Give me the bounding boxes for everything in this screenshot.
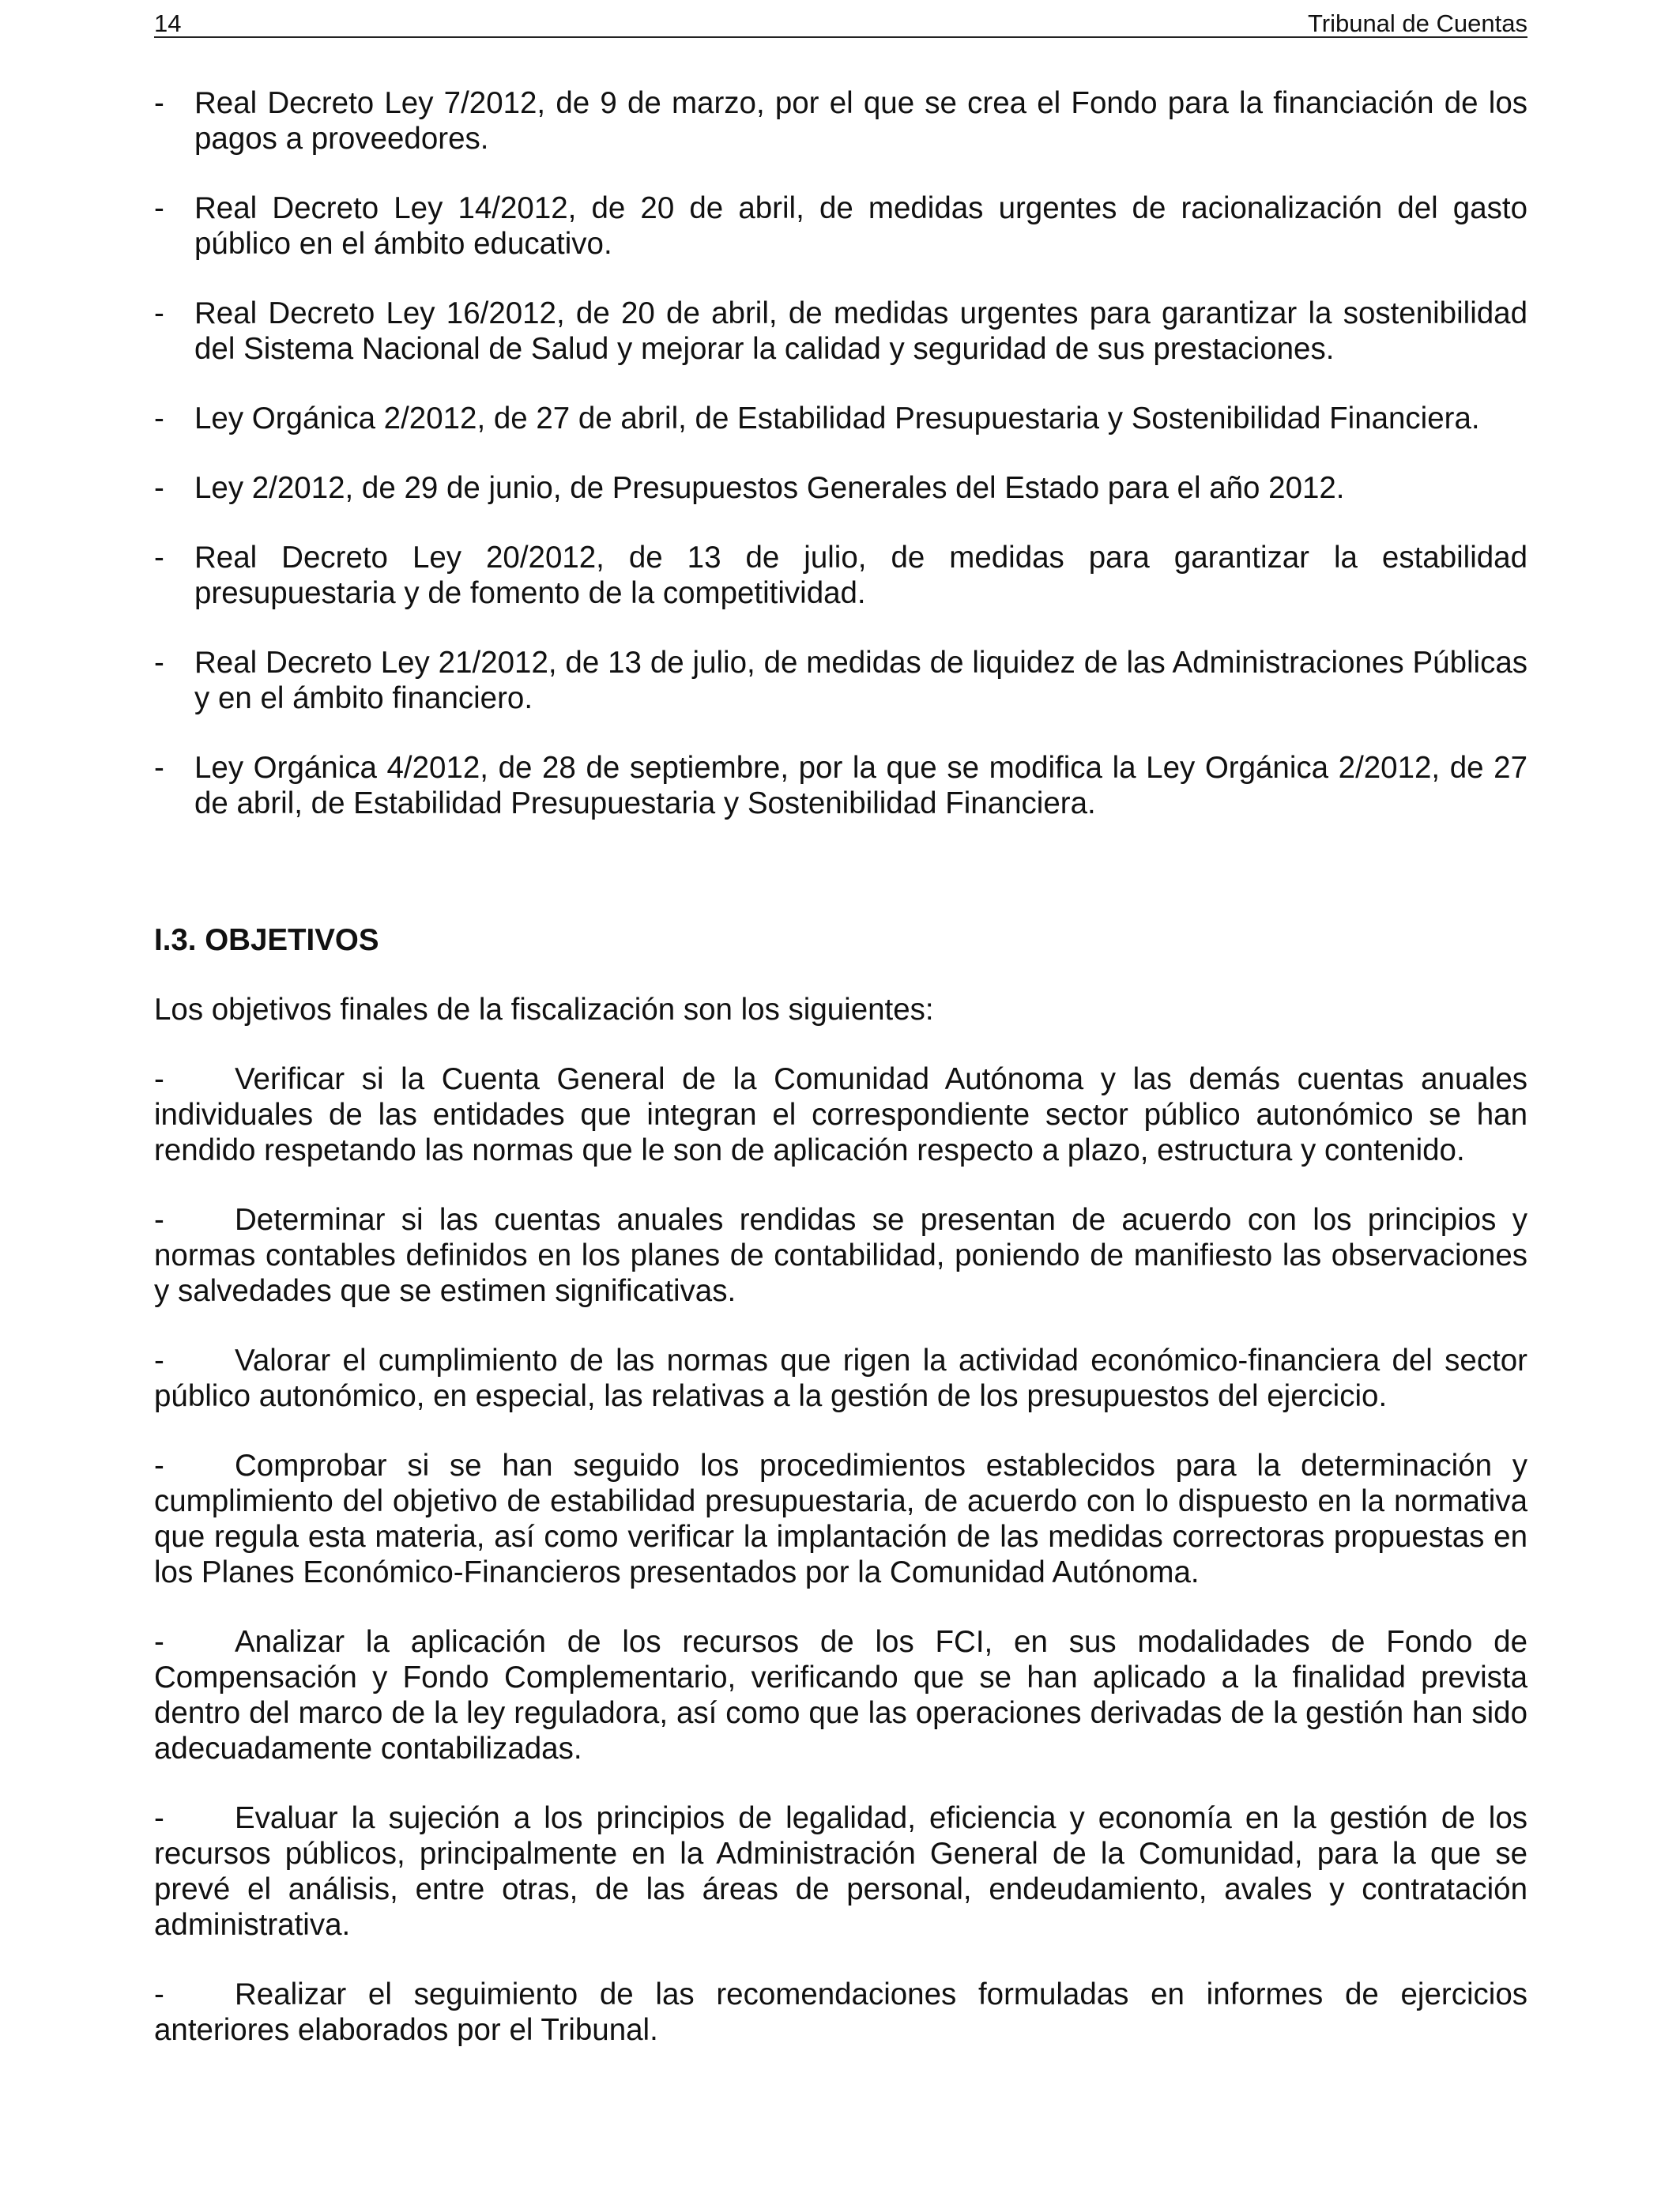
objective-text: Verificar si la Cuenta General de la Comunidad Autónoma y las demás cuentas anuales individuales de las entidades que integran el correspondiente sector público autonómico se han rendido respetando las normas que le son de aplicación respecto a plazo, estructura y contenido.: [154, 1062, 1527, 1167]
page-number: 14: [154, 9, 182, 37]
objective-text: Comprobar si se han seguido los procedimientos establecidos para la determinación y cumplimiento del objetivo de estabilidad presupuestaria, de acuerdo con lo dispuesto en la normativa que regula esta materia, así como verificar la implantación de las medidas correctoras propuestas en los Planes Económico-Financieros presentados por la Comunidad Autónoma.: [154, 1449, 1527, 1589]
section-heading: I.3. OBJETIVOS: [154, 923, 379, 957]
objective-paragraph: [154, 1448, 1527, 1590]
list-item: [154, 645, 1527, 716]
list-item-text: Ley Orgánica 4/2012, de 28 de septiembre, por la que se modifica la Ley Orgánica 2/2012, de 27 de abril, de Estabilidad Presupuestaria y Sostenibilidad Financiera.: [194, 751, 1527, 820]
list-dash: -: [154, 191, 164, 225]
list-item: [154, 190, 1527, 262]
list-dash: -: [154, 646, 164, 680]
list-item: [154, 540, 1527, 611]
objective-text: Realizar el seguimiento de las recomendaciones formuladas en informes de ejercicios anteriores elaborados por el Tribunal.: [154, 1977, 1527, 2047]
list-item: [154, 470, 1527, 506]
list-item: [154, 296, 1527, 367]
list-item-text: Ley 2/2012, de 29 de junio, de Presupuestos Generales del Estado para el año 2012.: [194, 471, 1345, 505]
list-dash: -: [154, 1203, 164, 1237]
list-item: [154, 85, 1527, 156]
list-dash: -: [154, 1625, 164, 1659]
objective-text: Analizar la aplicación de los recursos de los FCI, en sus modalidades de Fondo de Compensación y Fondo Complementario, verificando que se han aplicado a la finalidad prevista dentro del marco de la ley reguladora, así como que las operaciones derivadas de la gestión han sido adecuadamente contabilizadas.: [154, 1625, 1527, 1766]
list-dash: -: [154, 86, 164, 120]
list-item-text: Real Decreto Ley 21/2012, de 13 de julio, de medidas de liquidez de las Administraciones Públicas y en el ámbito financiero.: [194, 646, 1527, 715]
objective-text: Evaluar la sujeción a los principios de legalidad, eficiencia y economía en la gestión de los recursos públicos, principalmente en la Administración General de la Comunidad, para la que se prevé el análisis, entre otras, de las áreas de personal, endeudamiento, avales y contratación administrativa.: [154, 1801, 1527, 1942]
objective-paragraph: [154, 1624, 1527, 1766]
list-item-text: Real Decreto Ley 7/2012, de 9 de marzo, por el que se crea el Fondo para la financiación de los pagos a proveedores.: [194, 86, 1527, 156]
list-dash: -: [154, 1062, 164, 1096]
objective-paragraph: [154, 1800, 1527, 1943]
objective-paragraph: [154, 1343, 1527, 1414]
page-header: [154, 5, 1527, 38]
list-dash: -: [154, 471, 164, 505]
list-dash: -: [154, 1344, 164, 1378]
list-dash: -: [154, 1449, 164, 1483]
section-intro: Los objetivos finales de la fiscalización son los siguientes:: [154, 993, 934, 1027]
list-dash: -: [154, 541, 164, 575]
list-item: [154, 750, 1527, 821]
list-dash: -: [154, 1801, 164, 1835]
objectives-list: [154, 1061, 1527, 2048]
list-item-text: Real Decreto Ley 20/2012, de 13 de julio, de medidas para garantizar la estabilidad presupuestaria y de fomento de la competitividad.: [194, 541, 1527, 610]
list-item-text: Real Decreto Ley 16/2012, de 20 de abril, de medidas urgentes para garantizar la sostenibilidad del Sistema Nacional de Salud y mejorar la calidad y seguridad de sus prestaciones.: [194, 296, 1527, 366]
list-dash: -: [154, 751, 164, 785]
list-dash: -: [154, 401, 164, 435]
list-dash: -: [154, 1977, 164, 2011]
objective-paragraph: [154, 1061, 1527, 1168]
objective-text: Valorar el cumplimiento de las normas que rigen la actividad económico-financiera del sector público autonómico, en especial, las relativas a la gestión de los presupuestos del ejercicio.: [154, 1344, 1527, 1413]
page-content: [154, 85, 1527, 2048]
objective-paragraph: [154, 1977, 1527, 2048]
list-item-text: Ley Orgánica 2/2012, de 27 de abril, de Estabilidad Presupuestaria y Sostenibilidad Financiera.: [194, 401, 1480, 435]
running-title: Tribunal de Cuentas: [1307, 9, 1527, 37]
objective-paragraph: [154, 1202, 1527, 1309]
legislation-list: [154, 85, 1527, 821]
list-dash: -: [154, 296, 164, 330]
objective-text: Determinar si las cuentas anuales rendidas se presentan de acuerdo con los principios y normas contables definidos en los planes de contabilidad, poniendo de manifiesto las observaciones y salvedades que se estimen significativas.: [154, 1203, 1527, 1308]
list-item: [154, 401, 1527, 436]
list-item-text: Real Decreto Ley 14/2012, de 20 de abril, de medidas urgentes de racionalización del gasto público en el ámbito educativo.: [194, 191, 1527, 261]
